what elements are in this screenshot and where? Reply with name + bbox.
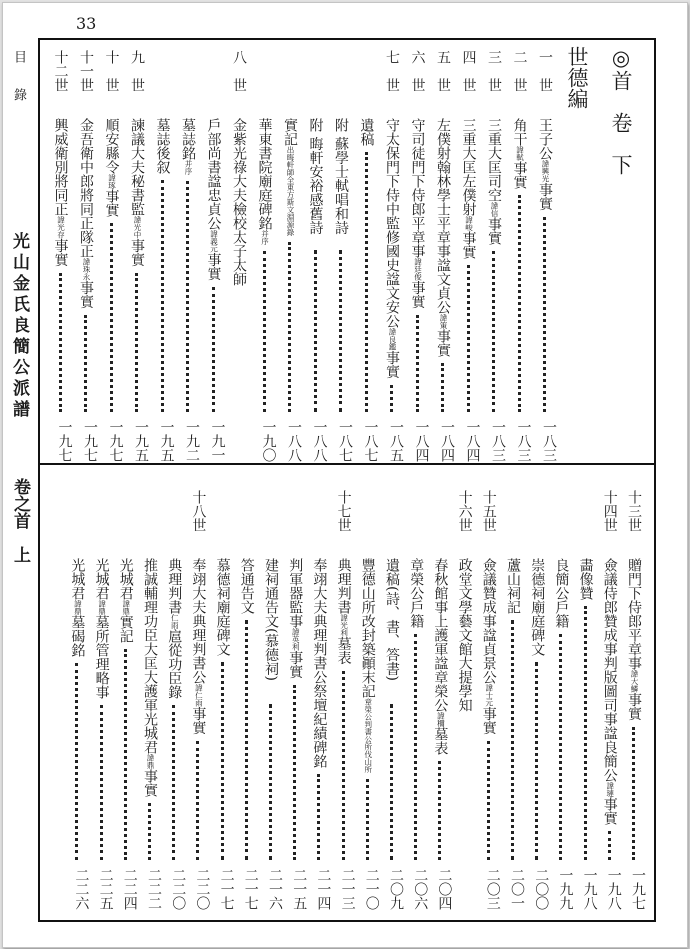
entry-title: 金紫光祿大夫檢校太子太師: [231, 118, 247, 286]
toc-entry: [454, 490, 476, 910]
generation-label: 七 世: [384, 50, 400, 92]
entry-page-number: 二一四: [315, 868, 332, 910]
entry-suffix: 墓碣銘: [69, 615, 86, 657]
dot-leader: [632, 727, 635, 861]
entry-note: 仁雨: [170, 614, 180, 629]
entry-suffix: 事實: [537, 182, 553, 211]
entry-title: 王子公: [537, 118, 553, 160]
entry-note: 諱大鱗: [630, 670, 639, 693]
entry-page-number: 一八四: [413, 420, 430, 462]
entry-title: 答通告文: [238, 558, 255, 614]
dot-leader: [608, 831, 611, 860]
entry-page-number: 一八四: [439, 420, 455, 462]
entry-title: 光城君: [69, 558, 86, 600]
entry-note: 出晦軒師全東方斯文淵源錄: [286, 146, 295, 236]
entry-page-number: 二〇六: [412, 868, 429, 910]
toc-entry: [509, 50, 531, 462]
entry-title: 典理判書: [166, 558, 183, 614]
entry-title: 奉翊大夫典理判書公: [190, 558, 207, 684]
toc-entry: [279, 50, 301, 462]
entry-page-number: 二一五: [291, 868, 308, 910]
toc-entry: [212, 490, 234, 910]
entry-note: 諱良鑑: [388, 328, 397, 351]
toc-entry: [333, 490, 355, 910]
entry-note: 諱鼎: [121, 600, 131, 615]
entry-title: 角干: [511, 118, 528, 146]
entry-note: 諱鼎: [73, 600, 83, 615]
dot-leader: [511, 620, 514, 860]
entry-note: 諱策: [439, 314, 448, 329]
entry-suffix: 事實: [626, 692, 642, 721]
toc-entry: [203, 50, 225, 462]
entry-suffix: 事實: [409, 280, 426, 309]
generation-label: 六 世: [409, 50, 426, 92]
entry-page-number: 一八五: [388, 420, 404, 462]
entry-title: 蘆山祠記: [505, 558, 521, 614]
generation-label: 十一世: [78, 50, 94, 92]
margin-volume-label: 卷之首 上: [10, 478, 30, 563]
entry-title: 典理判書: [335, 558, 352, 614]
entry-note: 諱光利: [339, 614, 349, 637]
dot-leader: [416, 315, 419, 413]
entry-suffix: 事實: [511, 161, 528, 189]
entry-page-number: 一八四: [464, 420, 481, 462]
entry-title: 建祠通告文(慕德祠): [263, 558, 279, 681]
generation-label: 十六世: [456, 490, 473, 532]
toc-entry: [284, 490, 306, 910]
entry-title: 崇德祠廟庭碑文: [529, 558, 546, 656]
entry-note: 諱鼎: [146, 754, 155, 769]
entry-page-number: 二二四: [121, 868, 138, 910]
dot-leader: [487, 741, 490, 861]
entry-page-number: 一九八: [605, 868, 622, 910]
toc-entry: [575, 490, 597, 910]
dot-leader: [124, 649, 127, 860]
entry-page-number: 二二二: [146, 868, 162, 910]
dot-leader: [535, 662, 538, 860]
dot-leader: [135, 273, 138, 413]
entry-page-number: 二二六: [73, 868, 90, 910]
toc-entry: [534, 50, 556, 462]
entry-suffix: 事實: [103, 189, 120, 217]
entry-title: 墓誌銘: [180, 118, 196, 160]
entry-suffix: 墓表: [335, 636, 352, 665]
entry-title: 章榮公戶籍: [408, 558, 425, 628]
toc-entry: [381, 50, 403, 462]
entry-page-number: 一九七: [107, 420, 124, 462]
dot-leader: [75, 663, 78, 860]
entry-page-number: 二一七: [218, 868, 235, 910]
entry-page-number: 一九〇: [260, 420, 277, 462]
toc-entry: [254, 50, 276, 462]
dot-leader: [172, 705, 175, 860]
entry-page-number: 二〇三: [484, 868, 501, 910]
generation-label: 十 世: [103, 50, 120, 92]
section-divider: [38, 463, 654, 465]
entry-page-number: 一八三: [541, 420, 557, 462]
toc-entry: [599, 490, 621, 910]
toc-entry: [260, 490, 282, 910]
dot-leader: [342, 671, 345, 861]
toc-entry: [50, 50, 72, 462]
generation-label: 九 世: [129, 50, 145, 92]
dot-leader: [314, 250, 317, 412]
entry-page-number: 一八三: [490, 420, 506, 462]
entry-note: 并序: [184, 160, 193, 175]
entry-note: 諱珠永: [82, 258, 91, 281]
toc-entry: [356, 50, 378, 462]
entry-note: 諱璉: [605, 782, 615, 797]
entry-title: 戶部尚書諡忠貞公: [205, 118, 222, 230]
toc-entry: [308, 490, 330, 910]
entry-title: 實記: [282, 118, 298, 146]
entry-title: 豐德山所改封築顚末記: [359, 558, 376, 698]
entry-title: 慕德祠廟庭碑文: [214, 558, 231, 656]
entry-title: 興威衛別將同正: [52, 118, 69, 216]
dot-leader: [186, 181, 189, 412]
entry-title: 奉翊大夫典理判書公祭壇紀績碑銘: [311, 558, 328, 768]
entry-title: 春秋館事上護軍諡章榮公: [432, 558, 449, 712]
dot-leader: [365, 152, 368, 412]
toc-entry: [432, 50, 454, 462]
entry-note: 諱峻: [464, 216, 474, 231]
toc-entry: [126, 50, 148, 462]
entry-title: 贈門下侍郎平章事: [626, 558, 642, 670]
dot-leader: [317, 774, 320, 860]
toc-entry: [163, 490, 185, 910]
entry-title: 墓誌後叙: [154, 118, 171, 174]
entry-note: 并序: [260, 230, 270, 245]
toc-entry: [357, 490, 379, 910]
dot-leader: [212, 287, 215, 413]
toc-entry: [305, 50, 327, 462]
entry-suffix: 事實: [601, 797, 618, 825]
toc-entry: [177, 50, 199, 462]
toc-entry: [228, 50, 250, 462]
toc-entry: [483, 50, 505, 462]
toc-entry: [623, 490, 645, 910]
entry-note: 諱廷俊: [413, 258, 423, 281]
toc-entry: [75, 50, 97, 462]
entry-page-number: 二二〇: [170, 868, 187, 910]
entry-suffix: 事實: [435, 329, 451, 357]
dot-leader: [518, 195, 521, 412]
generation-label: 十五世: [480, 490, 497, 532]
dot-leader: [269, 704, 272, 860]
entry-page-number: 二〇四: [436, 868, 453, 910]
entry-page-number: 一九九: [557, 868, 574, 910]
entry-page-number: 二一〇: [363, 868, 380, 910]
entry-note: 諱信: [490, 202, 499, 217]
dot-leader: [293, 685, 296, 861]
entry-title: 畵像贊: [577, 558, 594, 600]
entry-title: 政堂文學藝文館大提學知: [456, 558, 473, 712]
toc-entry: [458, 50, 480, 462]
entry-suffix: 事實: [384, 350, 400, 379]
entry-page-number: 二二五: [97, 868, 114, 910]
dot-leader: [110, 223, 113, 412]
entry-title: 順安縣令: [103, 118, 120, 174]
toc-entry: [502, 490, 524, 910]
entry-page-number: 一九七: [82, 420, 98, 462]
entry-page-number: 一九二: [184, 420, 200, 462]
entry-suffix: 事實: [460, 231, 477, 259]
entry-page-number: 二一七: [242, 868, 259, 910]
entry-title: 華東書院廟庭碑銘: [256, 118, 273, 230]
dot-leader: [492, 251, 495, 412]
entry-note: 諱士元: [484, 684, 494, 707]
generation-label: 一 世: [537, 50, 553, 92]
entry-note: 諱興光: [541, 160, 550, 183]
dot-leader: [161, 180, 164, 412]
dot-leader: [221, 662, 224, 860]
entry-note: 諱仁雨: [194, 684, 204, 707]
generation-label: 十八世: [190, 490, 207, 532]
dot-leader: [59, 273, 62, 413]
dot-leader: [467, 265, 470, 412]
entry-page-number: 二〇〇: [533, 868, 550, 910]
entry-title: 守太保門下侍中監修國史諡文安公: [384, 118, 400, 328]
toc-entry: [187, 490, 209, 910]
margin-book-title: 光山金氏良簡公派譜: [9, 232, 29, 421]
entry-page-number: 一八三: [515, 420, 532, 462]
entry-title: 良簡公戶籍: [553, 558, 570, 628]
entry-page-number: 二〇一: [509, 868, 525, 910]
entry-page-number: 二一六: [267, 868, 283, 910]
entry-title: 判軍器監事: [287, 558, 304, 628]
entry-suffix: 實記: [117, 615, 134, 643]
toc-entry: [152, 50, 174, 462]
entry-title: 附 晦軒安裕感舊詩: [307, 118, 324, 235]
dot-leader: [245, 620, 248, 860]
dot-leader: [148, 803, 151, 860]
dot-leader: [543, 217, 546, 413]
entry-title: 金吾衛中郎將同正隊正: [78, 118, 94, 258]
toc-entry: [115, 490, 137, 910]
entry-title: 僉議贊成事諡貞景公: [480, 558, 497, 684]
toc-entry: [139, 490, 161, 910]
entry-title: 附 蘇學士軾唱和詩: [333, 118, 349, 235]
entry-title: 遺稿(詩、書、答書): [384, 558, 400, 681]
toc-entry: [381, 490, 403, 910]
entry-title: 光城君: [93, 558, 110, 600]
generation-label: 二 世: [511, 50, 528, 92]
entry-page-number: 一八七: [337, 420, 353, 462]
entry-page-number: 一八七: [362, 420, 379, 462]
entry-suffix: 事實: [129, 238, 145, 267]
toc-entry: [407, 50, 429, 462]
entry-suffix: 事實: [486, 217, 502, 245]
entry-page-number: 一八八: [311, 420, 328, 462]
dot-leader: [288, 242, 291, 412]
entry-suffix: 事實: [78, 280, 94, 309]
toc-entry: [330, 50, 352, 462]
entry-note: 諱光存: [56, 216, 66, 239]
entry-title: 左僕射翰林學士平章事諡文貞公: [435, 118, 451, 314]
generation-label: 十二世: [52, 50, 69, 92]
entry-title: 僉議侍郎贊成事判版圖司事諡良簡公: [601, 558, 618, 782]
toc-entry: [101, 50, 123, 462]
entry-page-number: 一九七: [630, 868, 646, 910]
entry-note: 諱義元: [209, 230, 219, 253]
entry-suffix: 墓表: [432, 727, 449, 755]
entry-page-number: 二一三: [339, 868, 356, 910]
entry-suffix: 事實: [205, 252, 222, 281]
generation-label: 十三世: [626, 490, 642, 532]
entry-page-number: 一九一: [209, 420, 226, 462]
entry-title: 諫議大夫秘書監: [129, 118, 145, 216]
dot-leader: [438, 761, 441, 860]
entry-title: 遺稿: [358, 118, 375, 146]
section-heading: 世德編: [565, 46, 589, 109]
entry-title: 守司徒門下侍郎平章事: [409, 118, 426, 258]
dot-leader: [84, 315, 87, 413]
generation-label: 三 世: [486, 50, 502, 92]
generation-label: 四 世: [460, 50, 477, 92]
entry-title: 推誠輔理功臣大匡大護軍光城君: [142, 558, 158, 754]
entry-note: 諱琢: [107, 174, 117, 189]
entry-suffix: 事實: [287, 650, 304, 679]
dot-leader: [339, 250, 342, 412]
dot-leader: [414, 634, 417, 860]
entry-note: 章榮公判書公所伐山所: [363, 698, 373, 773]
entry-note: 諱英利: [291, 628, 301, 651]
entry-page-number: 一九五: [158, 420, 175, 462]
dot-leader: [390, 704, 393, 860]
entry-suffix: 墓所管理略事: [93, 615, 110, 699]
toc-entry: [91, 490, 113, 910]
margin-section-label: 目 錄: [11, 50, 26, 107]
toc-entry: [405, 490, 427, 910]
entry-note: 諱鼎: [97, 600, 107, 615]
toc-entry: [236, 490, 258, 910]
toc-entry: [526, 490, 548, 910]
entry-note: 諱穪: [436, 712, 446, 727]
dot-leader: [263, 251, 266, 412]
entry-page-number: 一九八: [581, 868, 598, 910]
entry-suffix: 事實: [190, 706, 207, 735]
volume-heading: ◎首 卷 下: [609, 46, 633, 175]
dot-leader: [196, 741, 199, 861]
entry-title: 光城君: [117, 558, 134, 600]
page-number: 33: [76, 14, 97, 33]
dot-leader: [559, 634, 562, 860]
dot-leader: [390, 385, 393, 413]
entry-page-number: 一九五: [133, 420, 149, 462]
entry-suffix: 事實: [52, 238, 69, 267]
generation-label: 八 世: [231, 50, 247, 92]
entry-note: 諱軾: [515, 146, 525, 161]
generation-label: 十七世: [335, 490, 352, 532]
dot-leader: [441, 363, 444, 412]
entry-page-number: 二〇九: [388, 868, 404, 910]
entry-suffix: 事實: [480, 706, 497, 735]
generation-label: 五 世: [435, 50, 451, 92]
dot-leader: [366, 779, 369, 860]
generation-label: 十四世: [601, 490, 618, 532]
entry-page-number: 一八八: [286, 420, 302, 462]
entry-title: 三重大匡左僕射: [460, 118, 477, 216]
toc-entry: [429, 490, 451, 910]
entry-suffix: 扈從功臣錄: [166, 629, 183, 699]
toc-entry: [478, 490, 500, 910]
dot-leader: [584, 606, 587, 860]
toc-entry: [66, 490, 88, 910]
entry-page-number: 二二〇: [194, 868, 211, 910]
entry-suffix: 事實: [142, 769, 158, 797]
dot-leader: [100, 705, 103, 860]
entry-title: 三重大匡司空: [486, 118, 502, 202]
toc-entry: [550, 490, 572, 910]
entry-note: 諱光中: [133, 216, 142, 239]
entry-page-number: 一九七: [56, 420, 73, 462]
